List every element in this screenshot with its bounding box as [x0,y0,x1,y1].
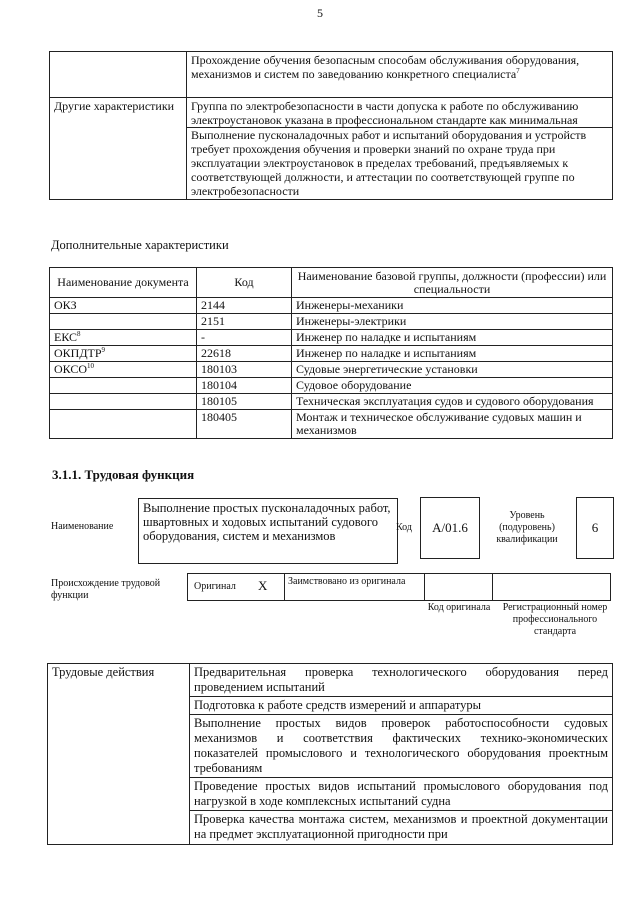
group-name-cell: Инженеры-электрики [292,314,613,330]
origin-divider [424,574,425,600]
table-row [50,314,613,330]
code-cell: 180105 [197,394,292,410]
additional-characteristics-table [49,267,613,439]
footnote-ref: 8 [77,330,81,338]
registration-number-caption: Регистрационный номер профессионального стандарта [502,602,608,637]
level-value-box: 6 [576,497,614,559]
header-document: Наименование документа [50,268,197,298]
group-name-cell: Инженер по наладке и испытаниям [292,330,613,346]
header-code: Код [197,268,292,298]
origin-box [187,573,611,601]
code-cell: 22618 [197,346,292,362]
original-code-caption: Код оригинала [427,602,491,613]
labor-action-item: Предварительная проверка технологического оборудования перед проведением испытаний [194,665,608,694]
labor-actions-label: Трудовые действия [48,664,190,845]
table-row [50,378,613,394]
document-cell [50,298,197,314]
name-label: Наименование [51,521,114,532]
code-cell: 2151 [197,314,292,330]
footnote-ref: 9 [101,346,106,354]
document-cell [50,378,197,394]
commissioning-requirements-text: Выполнение пусконаладочных работ и испытаний оборудования и устройств требует прохождения обучения и проверки знаний по охране труда при эксплуатации электроустановок в пределах требований, предъявляемых к соответствующей должности, и аттестации по соответствующей группе по электробезопасности [187,127,612,198]
footnote-ref: 7 [516,67,520,75]
document-cell [50,410,197,439]
group-name-cell: Монтаж и техническое обслуживание судовых машин и механизмов [292,410,613,439]
table-row [50,330,613,346]
labor-action-item: Проверка качества монтажа систем, механизмов и проектной документации на предмет эксплуатационной пригодности при [190,810,612,843]
origin-divider [492,574,493,600]
original-mark: X [258,578,268,593]
labor-action-item: Выполнение простых видов проверок работоспособности судовых механизмов и соответствия фактических технико-экономических показателей промыслового и технологического оборудования проектным требованиям [190,714,612,777]
labor-action-item: Проведение простых видов испытаний промыслового оборудования под нагрузкой в ходе комплексных испытаний судна [190,777,612,810]
table-row [50,362,613,378]
document-name: ОКСО [54,362,88,376]
table-row [50,410,613,439]
labor-actions-table [47,663,613,845]
document-cell [50,314,197,330]
header-group-name: Наименование базовой группы, должности (профессии) или специальности [292,268,613,298]
training-text: Прохождение обучения безопасным способам обслуживания оборудования, механизмов и систем по заведованию конкретного специалиста [191,53,580,81]
characteristics-table [49,51,613,200]
empty-cell [50,52,187,98]
document-cell [50,362,197,378]
document-cell [50,330,197,346]
labor-actions-cell [190,664,613,845]
group-name-cell: Инженер по наладке и испытаниям [292,346,613,362]
other-characteristics-label: Другие характеристики [50,98,187,200]
function-name-box: Выполнение простых пусконаладочных работ, швартовных и ходовых испытаний судового оборудования, систем и механизмов [138,498,398,564]
origin-divider [284,574,285,600]
original-label: Оригинал [194,581,236,592]
page-number: 5 [317,6,323,20]
group-name-cell: Инженеры-механики [292,298,613,314]
document-name: ОКЗ [54,298,77,312]
group-name-cell: Техническая эксплуатация судов и судового оборудования [292,394,613,410]
labor-function-heading: 3.1.1. Трудовая функция [52,467,195,482]
code-cell: 180103 [197,362,292,378]
document-cell [50,394,197,410]
document-name: ЕКС [54,330,78,344]
group-name-cell: Судовое оборудование [292,378,613,394]
training-cell [187,52,613,98]
table-row [50,298,613,314]
footnote-ref: 10 [87,362,95,370]
code-cell: - [197,330,292,346]
group-name-cell: Судовые энергетические установки [292,362,613,378]
code-label: Код [396,522,412,533]
code-cell: 2144 [197,298,292,314]
labor-action-item: Подготовка к работе средств измерений и аппаратуры [190,696,612,714]
origin-label: Происхождение трудовой функции [51,578,161,601]
additional-characteristics-title: Дополнительные характеристики [51,238,229,252]
table-row [50,346,613,362]
code-cell: 180104 [197,378,292,394]
code-cell: 180405 [197,410,292,439]
level-label: Уровень (подуровень) квалификации [496,510,558,545]
document-name: ОКПДТР [54,346,102,360]
electrical-safety-text: Группа по электробезопасности в части допуска к работе по обслуживанию электроустановок указана в профессиональном стандарте как минимальная [191,99,579,127]
other-characteristics-cell [187,98,613,200]
table-row [50,394,613,410]
borrowed-label: Заимствовано из оригинала [288,576,406,587]
function-code-box: А/01.6 [420,497,480,559]
document-cell [50,346,197,362]
